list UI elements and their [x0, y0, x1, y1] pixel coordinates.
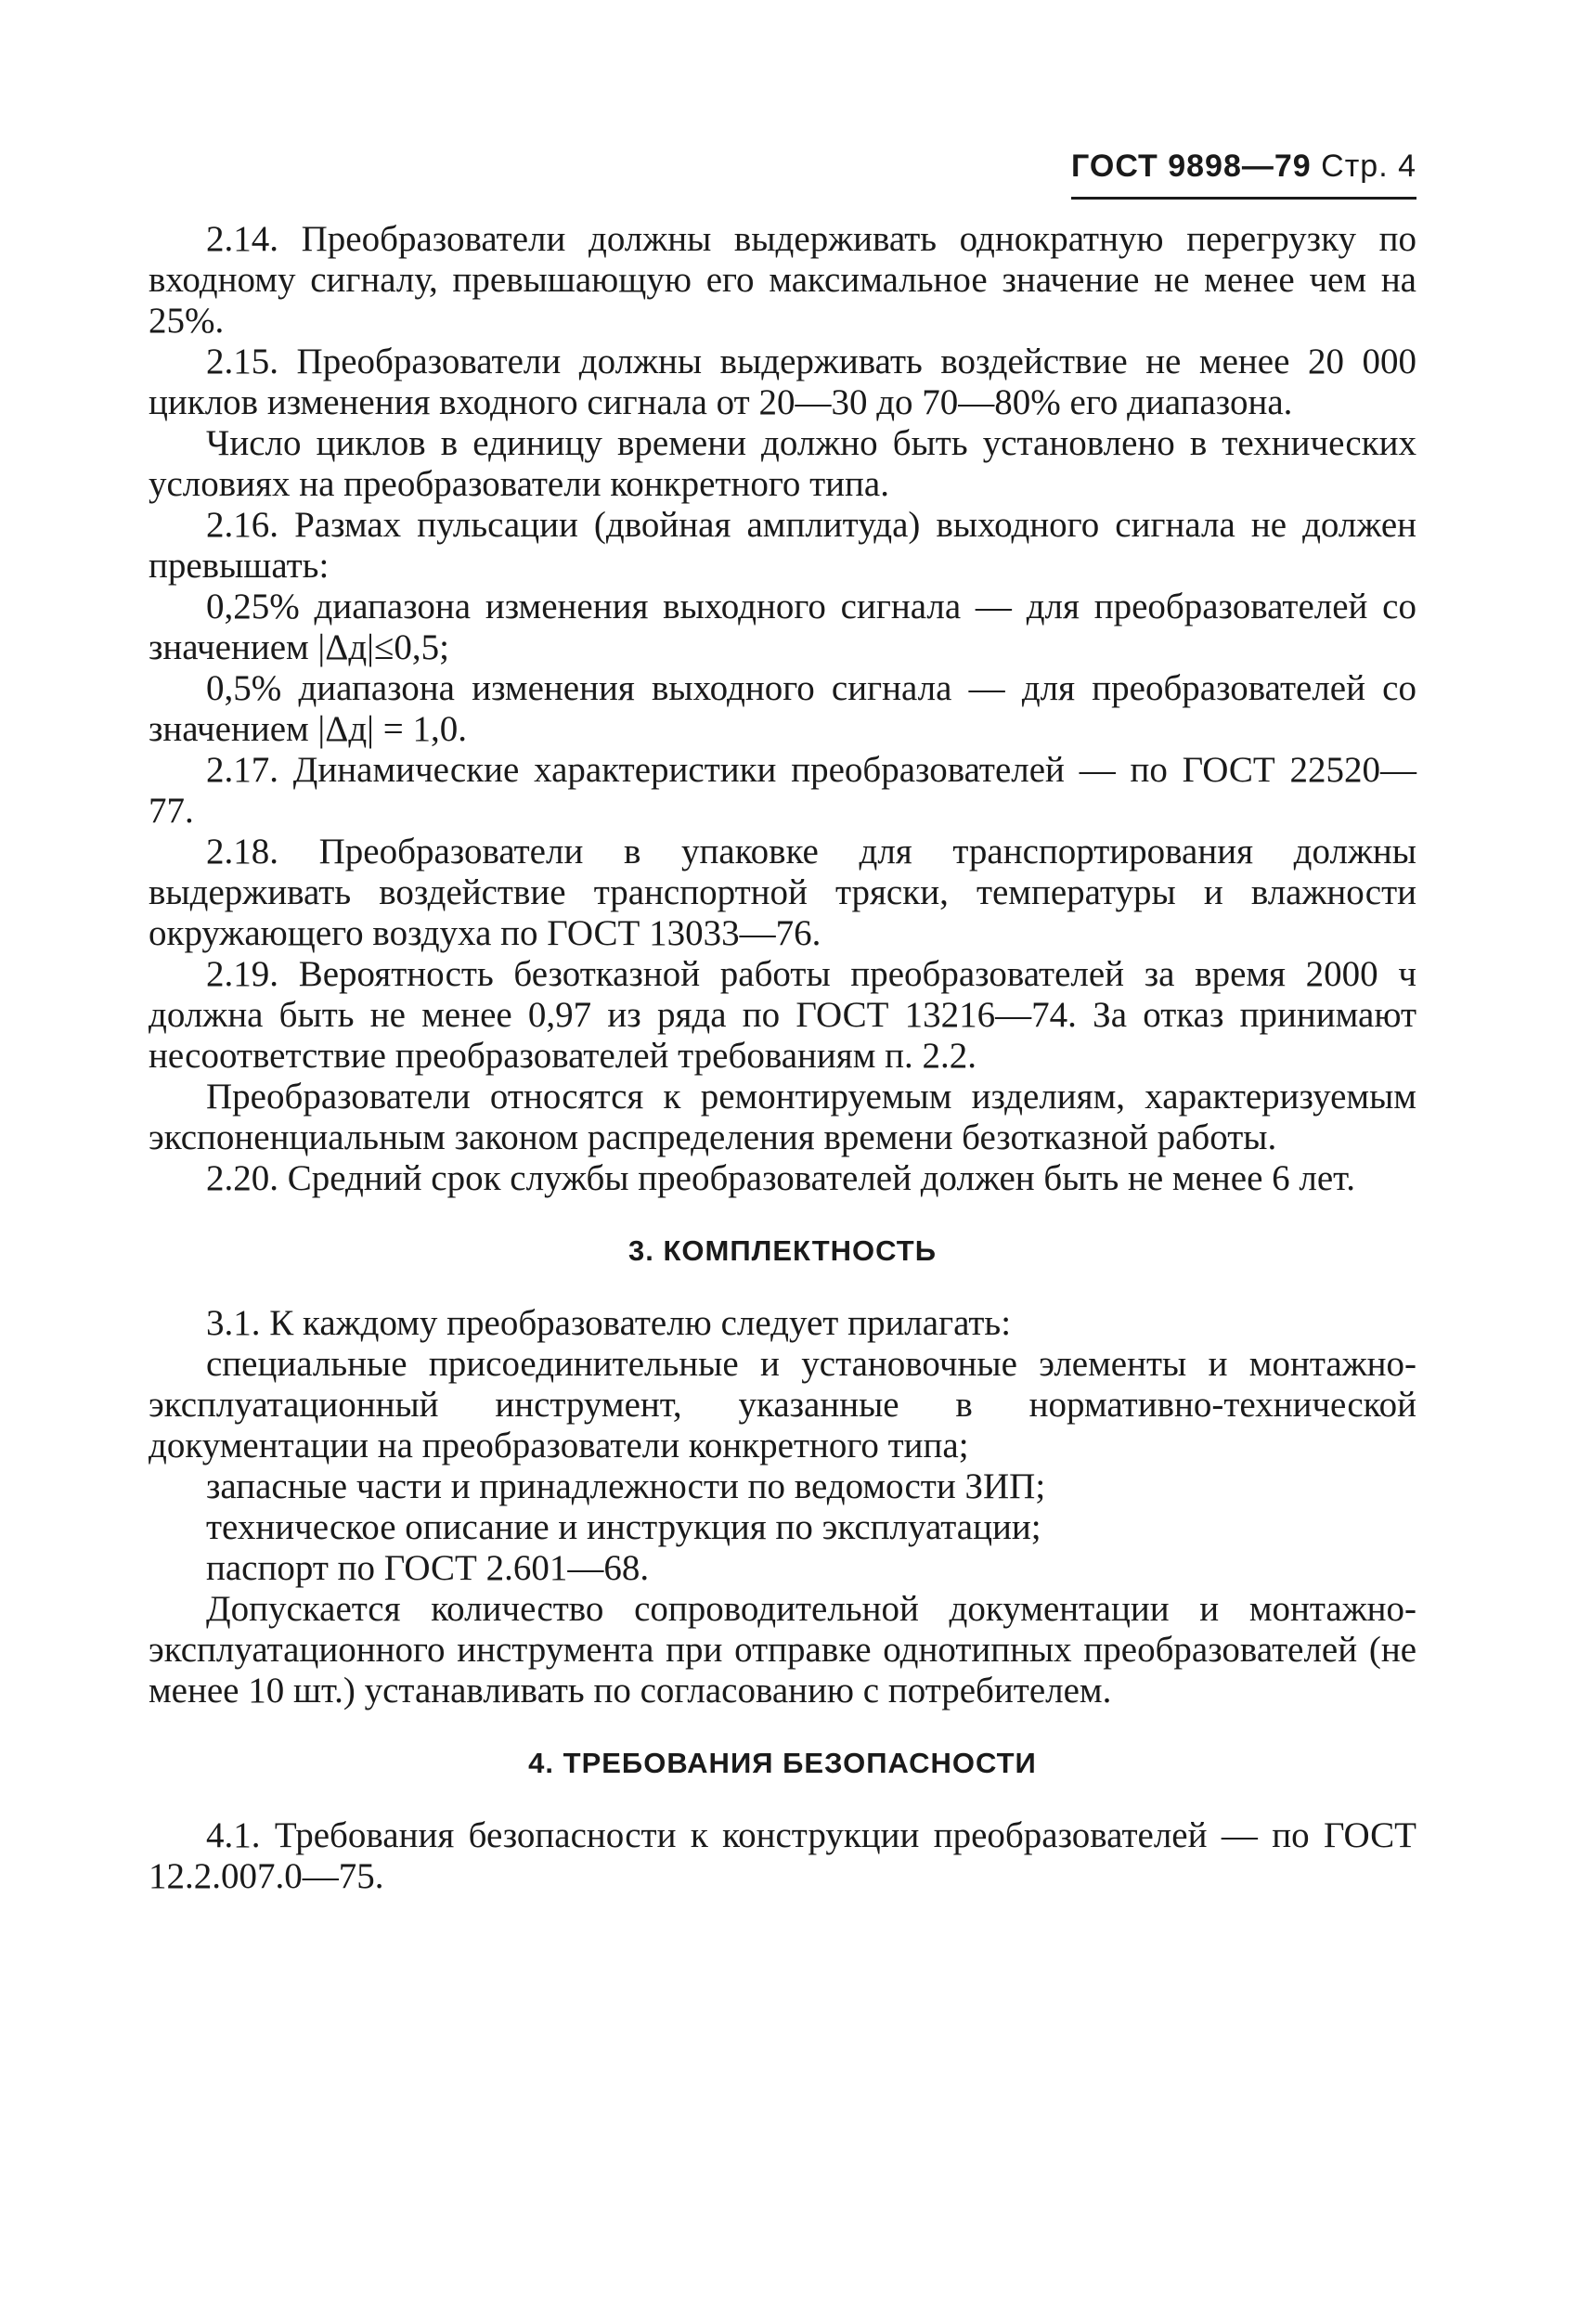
- running-header: [1071, 148, 1416, 185]
- header-page-number: Стр. 4: [1321, 148, 1416, 184]
- paragraph-2-15: 2.15. Преобразователи должны выдерживать воздействие не менее 20 000 циклов изменения входного сигнала от 20—30 до 70—80% его диапазона.: [149, 342, 1416, 422]
- header-rule: [1071, 197, 1416, 200]
- paragraph-4-1: 4.1. Требования безопасности к конструкции преобразователей — по ГОСТ 12.2.007.0—75.: [149, 1815, 1416, 1896]
- section-title-completeness: 3. КОМПЛЕКТНОСТЬ: [628, 1234, 937, 1267]
- paragraph-2-16-item-2: 0,5% диапазона изменения выходного сигнала — для преобразователей со значением |Δд| = 1,0.: [149, 668, 1416, 749]
- section-title-safety: 4. ТРЕБОВАНИЯ БЕЗОПАСНОСТИ: [528, 1747, 1037, 1779]
- header-document-number: ГОСТ 9898—79: [1071, 148, 1312, 184]
- paragraph-3-1-item-2: запасные части и принадлежности по ведомости ЗИП;: [206, 1466, 1046, 1506]
- paragraph-3-1-item-3: техническое описание и инструкция по эксплуатации;: [206, 1507, 1041, 1547]
- paragraph-2-18: 2.18. Преобразователи в упаковке для транспортирования должны выдерживать воздействие транспортной тряски, температуры и влажности окружающего воздуха по ГОСТ 13033—76.: [149, 832, 1416, 953]
- paragraph-2-19-repairable: Преобразователи относятся к ремонтируемым изделиям, характеризуемым экспоненциальным законом распределения времени безотказной работы.: [149, 1077, 1416, 1157]
- paragraph-2-14: 2.14. Преобразователи должны выдерживать однократную перегрузку по входному сигналу, превышающую его максимальное значение не менее чем на 25%.: [149, 219, 1416, 341]
- paragraph-3-1-item-1: специальные присоединительные и установочные элементы и монтажно-эксплуатационный инструмент, указанные в нормативно-технической документации на преобразователи конкретного типа;: [149, 1344, 1416, 1465]
- paragraph-2-20: 2.20. Средний срок службы преобразователей должен быть не менее 6 лет.: [206, 1158, 1356, 1198]
- paragraph-2-19: 2.19. Вероятность безотказной работы преобразователей за время 2000 ч должна быть не менее 0,97 из ряда по ГОСТ 13216—74. За отказ принимают несоответствие преобразователей требованиям п. 2.2.: [149, 954, 1416, 1076]
- paragraph-3-1-item-4: паспорт по ГОСТ 2.601—68.: [206, 1548, 650, 1588]
- document-page: [149, 0, 1416, 2324]
- paragraph-3-1: 3.1. К каждому преобразователю следует прилагать:: [206, 1303, 1012, 1343]
- document-body: [149, 219, 1416, 1897]
- paragraph-3-1-note: Допускается количество сопроводительной документации и монтажно-эксплуатационного инструмента при отправке однотипных преобразователей (не менее 10 шт.) устанавливать по согласованию с потребителем.: [149, 1589, 1416, 1711]
- paragraph-2-17: 2.17. Динамические характеристики преобразователей — по ГОСТ 22520—77.: [149, 750, 1416, 831]
- paragraph-2-16: 2.16. Размах пульсации (двойная амплитуда) выходного сигнала не должен превышать:: [149, 505, 1416, 586]
- paragraph-2-15-cycles: Число циклов в единицу времени должно быть установлено в технических условиях на преобразователи конкретного типа.: [149, 423, 1416, 504]
- paragraph-2-16-item-1: 0,25% диапазона изменения выходного сигнала — для преобразователей со значением |Δд|≤0,5;: [149, 587, 1416, 667]
